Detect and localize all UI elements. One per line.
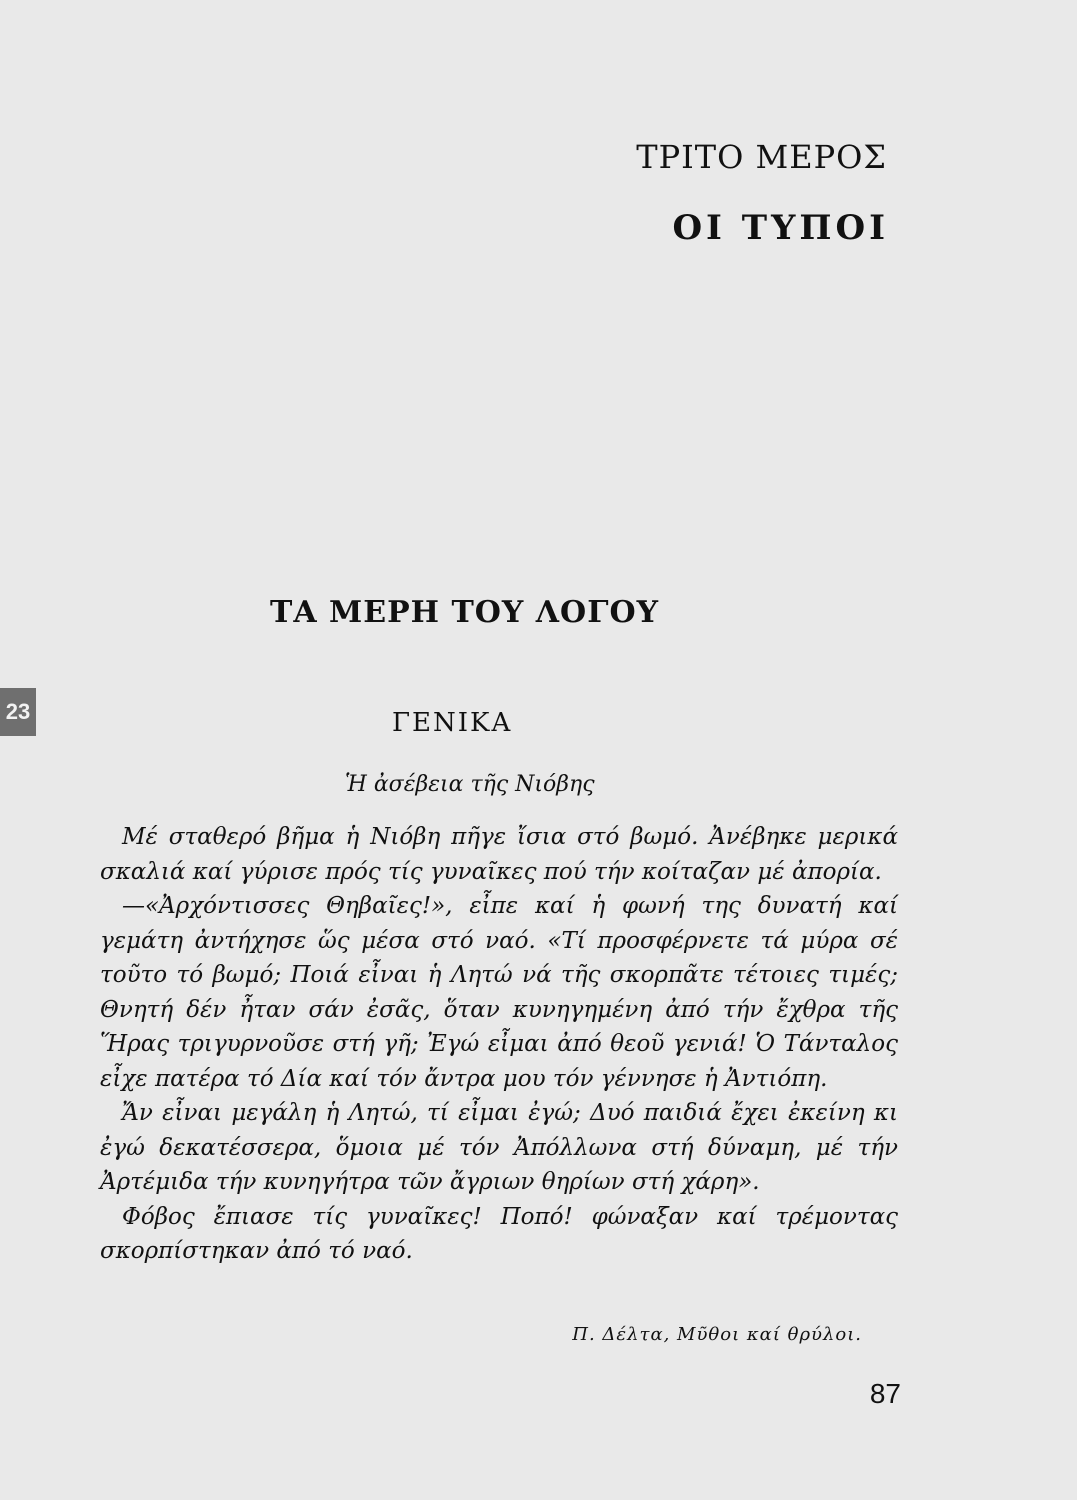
chapter-tab: 23 <box>0 688 36 736</box>
sub-title: ΟΙ ΤΥΠΟΙ <box>672 208 889 248</box>
story-title: Ἡ ἀσέβεια τῆς Νιόβης <box>345 772 595 797</box>
part-title: ΤΡΙΤΟ ΜΕΡΟΣ <box>636 138 887 176</box>
general-heading: ΓΕΝΙΚΑ <box>392 708 513 738</box>
page-number: 87 <box>869 1378 901 1409</box>
section-heading: ΤΑ ΜΕΡΗ ΤΟΥ ΛΟΓΟΥ <box>270 595 660 630</box>
story-paragraph: Μέ σταθερό βῆμα ἡ Νιόβη πῆγε ἴσια στό βωμό. Ἀνέβηκε μερικά σκαλιά καί γύρισε πρός τίς γυναῖκες πού τήν κοίταζαν μέ ἀπορία. <box>100 824 898 885</box>
story-body <box>100 820 898 1269</box>
story-paragraph: Ἄν εἶναι μεγάλη ἡ Λητώ, τί εἶμαι ἐγώ; Δυό παιδιά ἔχει ἐκείνη κι ἐγώ δεκατέσσερα, ὅμοια μέ τόν Ἀπόλλωνα στή δύναμη, μέ τήν Ἀρτέμιδα τήν κυνηγήτρα τῶν ἄγριων θηρίων στή χάρη». <box>100 1100 898 1195</box>
story-paragraph: —«Ἀρχόντισσες Θηβαῖες!», εἶπε καί ἡ φωνή της δυνατή καί γεμάτη ἀντήχησε ὥς μέσα στό ναό. «Τί προσφέρνετε τά μύρα σέ τοῦτο τό βωμό; Ποιά εἶναι ἡ Λητώ νά τῆς σκορπᾶτε τέτοιες τιμές; Θνητή δέν ἦταν σάν ἐσᾶς, ὅταν κυνηγημένη ἀπό τήν ἔχθρα τῆς Ἥρας τριγυρνοῦσε στή γῆ; Ἐγώ εἶμαι ἀπό θεοῦ γενιά! Ὁ Τάνταλος εἶχε πατέρα τό Δία καί τόν ἄντρα μου τόν γέννησε ἡ Ἀντιόπη. <box>100 893 898 1092</box>
story-paragraph: Φόβος ἔπιασε τίς γυναῖκες! Ποπό! φώναξαν καί τρέμοντας σκορπίστηκαν ἀπό τό ναό. <box>100 1203 898 1264</box>
source-citation: Π. Δέλτα, Μῦθοι καί θρύλοι. <box>572 1324 862 1345</box>
